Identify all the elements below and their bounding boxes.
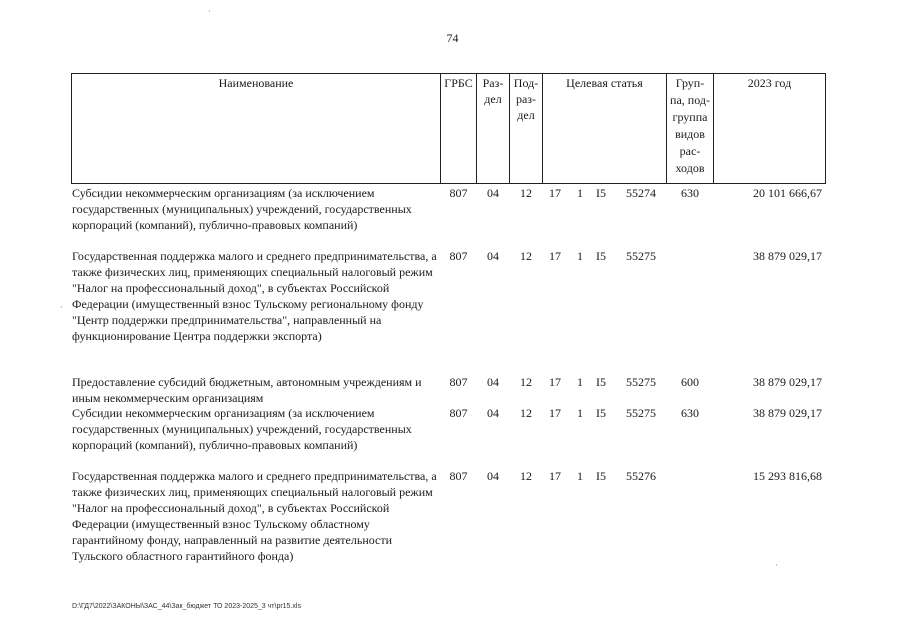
row-vr: 630 bbox=[681, 406, 699, 420]
row-target-project: I5 bbox=[596, 469, 606, 483]
row-target-direction: 55275 bbox=[626, 249, 656, 263]
row-target-direction: 55275 bbox=[626, 375, 656, 389]
row-sum: 38 879 029,17 bbox=[753, 406, 822, 420]
row-podrazdel: 12 bbox=[520, 249, 532, 263]
row-target-project: I5 bbox=[596, 406, 606, 420]
row-razdel: 04 bbox=[487, 469, 499, 483]
row-target-subprogram: 1 bbox=[577, 249, 583, 263]
row-target-program: 17 bbox=[549, 249, 561, 263]
header-razdel: Раз- дел bbox=[482, 76, 504, 106]
row-razdel: 04 bbox=[487, 186, 499, 200]
row-razdel: 04 bbox=[487, 375, 499, 389]
row-target-program: 17 bbox=[549, 186, 561, 200]
row-name: Субсидии некоммерческим организациям (за исключением государственных (муниципальных) учреждений, государственных корпораций (компаний), публично-правовых компаний) bbox=[72, 186, 412, 232]
row-target-subprogram: 1 bbox=[577, 375, 583, 389]
row-sum: 20 101 666,67 bbox=[753, 186, 822, 200]
row-target-program: 17 bbox=[549, 406, 561, 420]
row-name: Государственная поддержка малого и среднего предпринимательства, а также физических лиц, применяющих специальный налоговый режим "Налог на профессиональный доход", в субъектах Российской Федерации (имущественный взнос Тульскому региональному фонду "Центр поддержки предпринимательства", направленный на функционирование Центра поддержки экспорта) bbox=[72, 249, 437, 343]
row-grbs: 807 bbox=[449, 406, 468, 420]
scan-speck: · bbox=[208, 6, 211, 16]
file-path-footer: D:\ГД7\2022\ЗАКОНЫ\ЗАС_44\Зак_бюджет ТО 2023-2025_3 чт\pr15.xls bbox=[72, 603, 301, 610]
header-grbs: ГРБС bbox=[444, 76, 473, 90]
row-target-subprogram: 1 bbox=[577, 186, 583, 200]
row-vr: 630 bbox=[681, 186, 699, 200]
header-name: Наименование bbox=[218, 76, 294, 90]
row-vr: 600 bbox=[681, 375, 699, 389]
header-vr: Груп- па, под- группа видов рас- ходов bbox=[670, 76, 710, 175]
row-target-program: 17 bbox=[549, 469, 561, 483]
header-divider bbox=[825, 73, 826, 184]
row-grbs: 807 bbox=[449, 375, 468, 389]
scan-speck: · bbox=[60, 302, 63, 312]
row-grbs: 807 bbox=[449, 469, 468, 483]
row-razdel: 04 bbox=[487, 406, 499, 420]
row-grbs: 807 bbox=[449, 186, 468, 200]
row-sum: 38 879 029,17 bbox=[753, 249, 822, 263]
row-target-project: I5 bbox=[596, 186, 606, 200]
scan-speck: · bbox=[775, 560, 778, 570]
header-year: 2023 год bbox=[747, 76, 792, 90]
row-target-project: I5 bbox=[596, 249, 606, 263]
header-podrazdel: Под- раз- дел bbox=[513, 76, 539, 122]
row-target-subprogram: 1 bbox=[577, 406, 583, 420]
row-sum: 15 293 816,68 bbox=[753, 469, 822, 483]
row-target-direction: 55276 bbox=[626, 469, 656, 483]
row-grbs: 807 bbox=[449, 249, 468, 263]
row-name: Государственная поддержка малого и среднего предпринимательства, а также физических лиц, применяющих специальный налоговый режим "Налог на профессиональный доход", в субъектах Российской Федерации (имущественный взнос Тульскому областному гарантийному фонду, направленный на развитие деятельности Тульского областного гарантийного фонда) bbox=[72, 469, 437, 563]
row-name: Предоставление субсидий бюджетным, автономным учреждениям и иным некоммерческим организациям bbox=[72, 375, 422, 405]
row-sum: 38 879 029,17 bbox=[753, 375, 822, 389]
row-target-subprogram: 1 bbox=[577, 469, 583, 483]
row-podrazdel: 12 bbox=[520, 469, 532, 483]
row-name: Субсидии некоммерческим организациям (за исключением государственных (муниципальных) учреждений, государственных корпораций (компаний), публично-правовых компаний) bbox=[72, 406, 412, 452]
row-podrazdel: 12 bbox=[520, 375, 532, 389]
header-target: Целевая статья bbox=[566, 76, 643, 90]
row-razdel: 04 bbox=[487, 249, 499, 263]
row-target-program: 17 bbox=[549, 375, 561, 389]
row-target-project: I5 bbox=[596, 375, 606, 389]
row-target-direction: 55275 bbox=[626, 406, 656, 420]
row-podrazdel: 12 bbox=[520, 406, 532, 420]
row-podrazdel: 12 bbox=[520, 186, 532, 200]
page-number: 74 bbox=[446, 31, 459, 45]
row-target-direction: 55274 bbox=[626, 186, 656, 200]
